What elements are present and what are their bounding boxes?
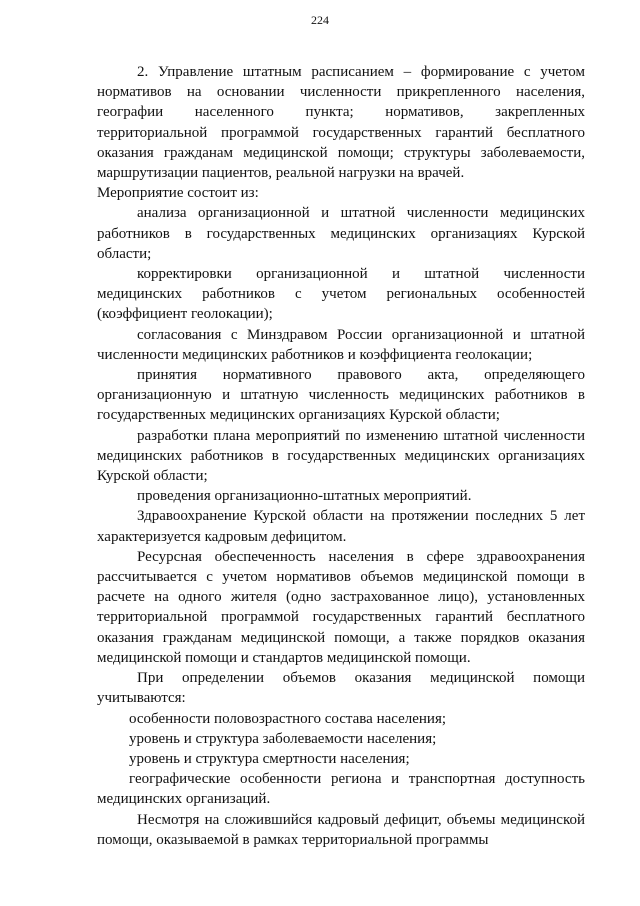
paragraph-resource-provision: Ресурсная обеспеченность населения в сфере здравоохранения рассчитывается с учетом нормативов объемов медицинской помощи в расчете на одного жителя (одно застрахованное лицо), установленных территориальной программой государственных гарантий бесплатного оказания гражданам медицинской помощи, а также порядков оказания медицинской помощи и стандартов медицинской помощи. [97,548,585,666]
list-item-analysis: анализа организационной и штатной численности медицинских работников в государственных медицинских организациях Курской области; [97,205,585,262]
page-number: 224 [311,13,329,27]
paragraph-volume-factors: При определении объемов оказания медицинской помощи учитываются: [97,670,585,707]
list-item-plan: разработки плана мероприятий по изменению штатной численности медицинских работников в государственных медицинских организациях Курской области; [97,427,585,485]
list-item-geography: географические особенности региона и транспортная доступность медицинских организаций. [97,771,585,808]
document-body [97,62,585,850]
list-item-correction: корректировки организационной и штатной численности медицинских работников с учетом региональных особенностей (коэффициент геолокации); [97,266,585,323]
paragraph-staff-deficit: Здравоохранение Курской области на протяжении последних 5 лет характеризуется кадровым дефицитом. [97,508,585,545]
list-item-mortality: уровень и структура смертности населения; [129,750,410,767]
list-item-measures: проведения организационно-штатных мероприятий. [137,488,472,505]
list-item-legal-act: принятия нормативного правового акта, определяющего организационную и штатную численность медицинских работников в государственных медицинских организациях Курской области; [97,367,585,424]
paragraph-staffing-management: 2. Управление штатным расписанием – формирование с учетом нормативов на основании численности прикрепленного населения, географии населенного пункта; нормативов, закрепленных территориальной программой государственных гарантий бесплатного оказания гражданам медицинской помощи; структуры заболеваемости, маршрутизации пациентов, реальной нагрузки на врачей. [97,64,585,182]
paragraph-measure-intro: Мероприятие состоит из: [97,185,259,202]
list-item-morbidity: уровень и структура заболеваемости населения; [129,730,437,747]
list-item-approval: согласования с Минздравом России организационной и штатной численности медицинских работников и коэффициента геолокации; [97,326,585,363]
paragraph-despite-deficit: Несмотря на сложившийся кадровый дефицит, объемы медицинской помощи, оказываемой в рамках территориальной программы [97,811,585,848]
list-item-age-sex: особенности половозрастного состава населения; [129,710,447,727]
